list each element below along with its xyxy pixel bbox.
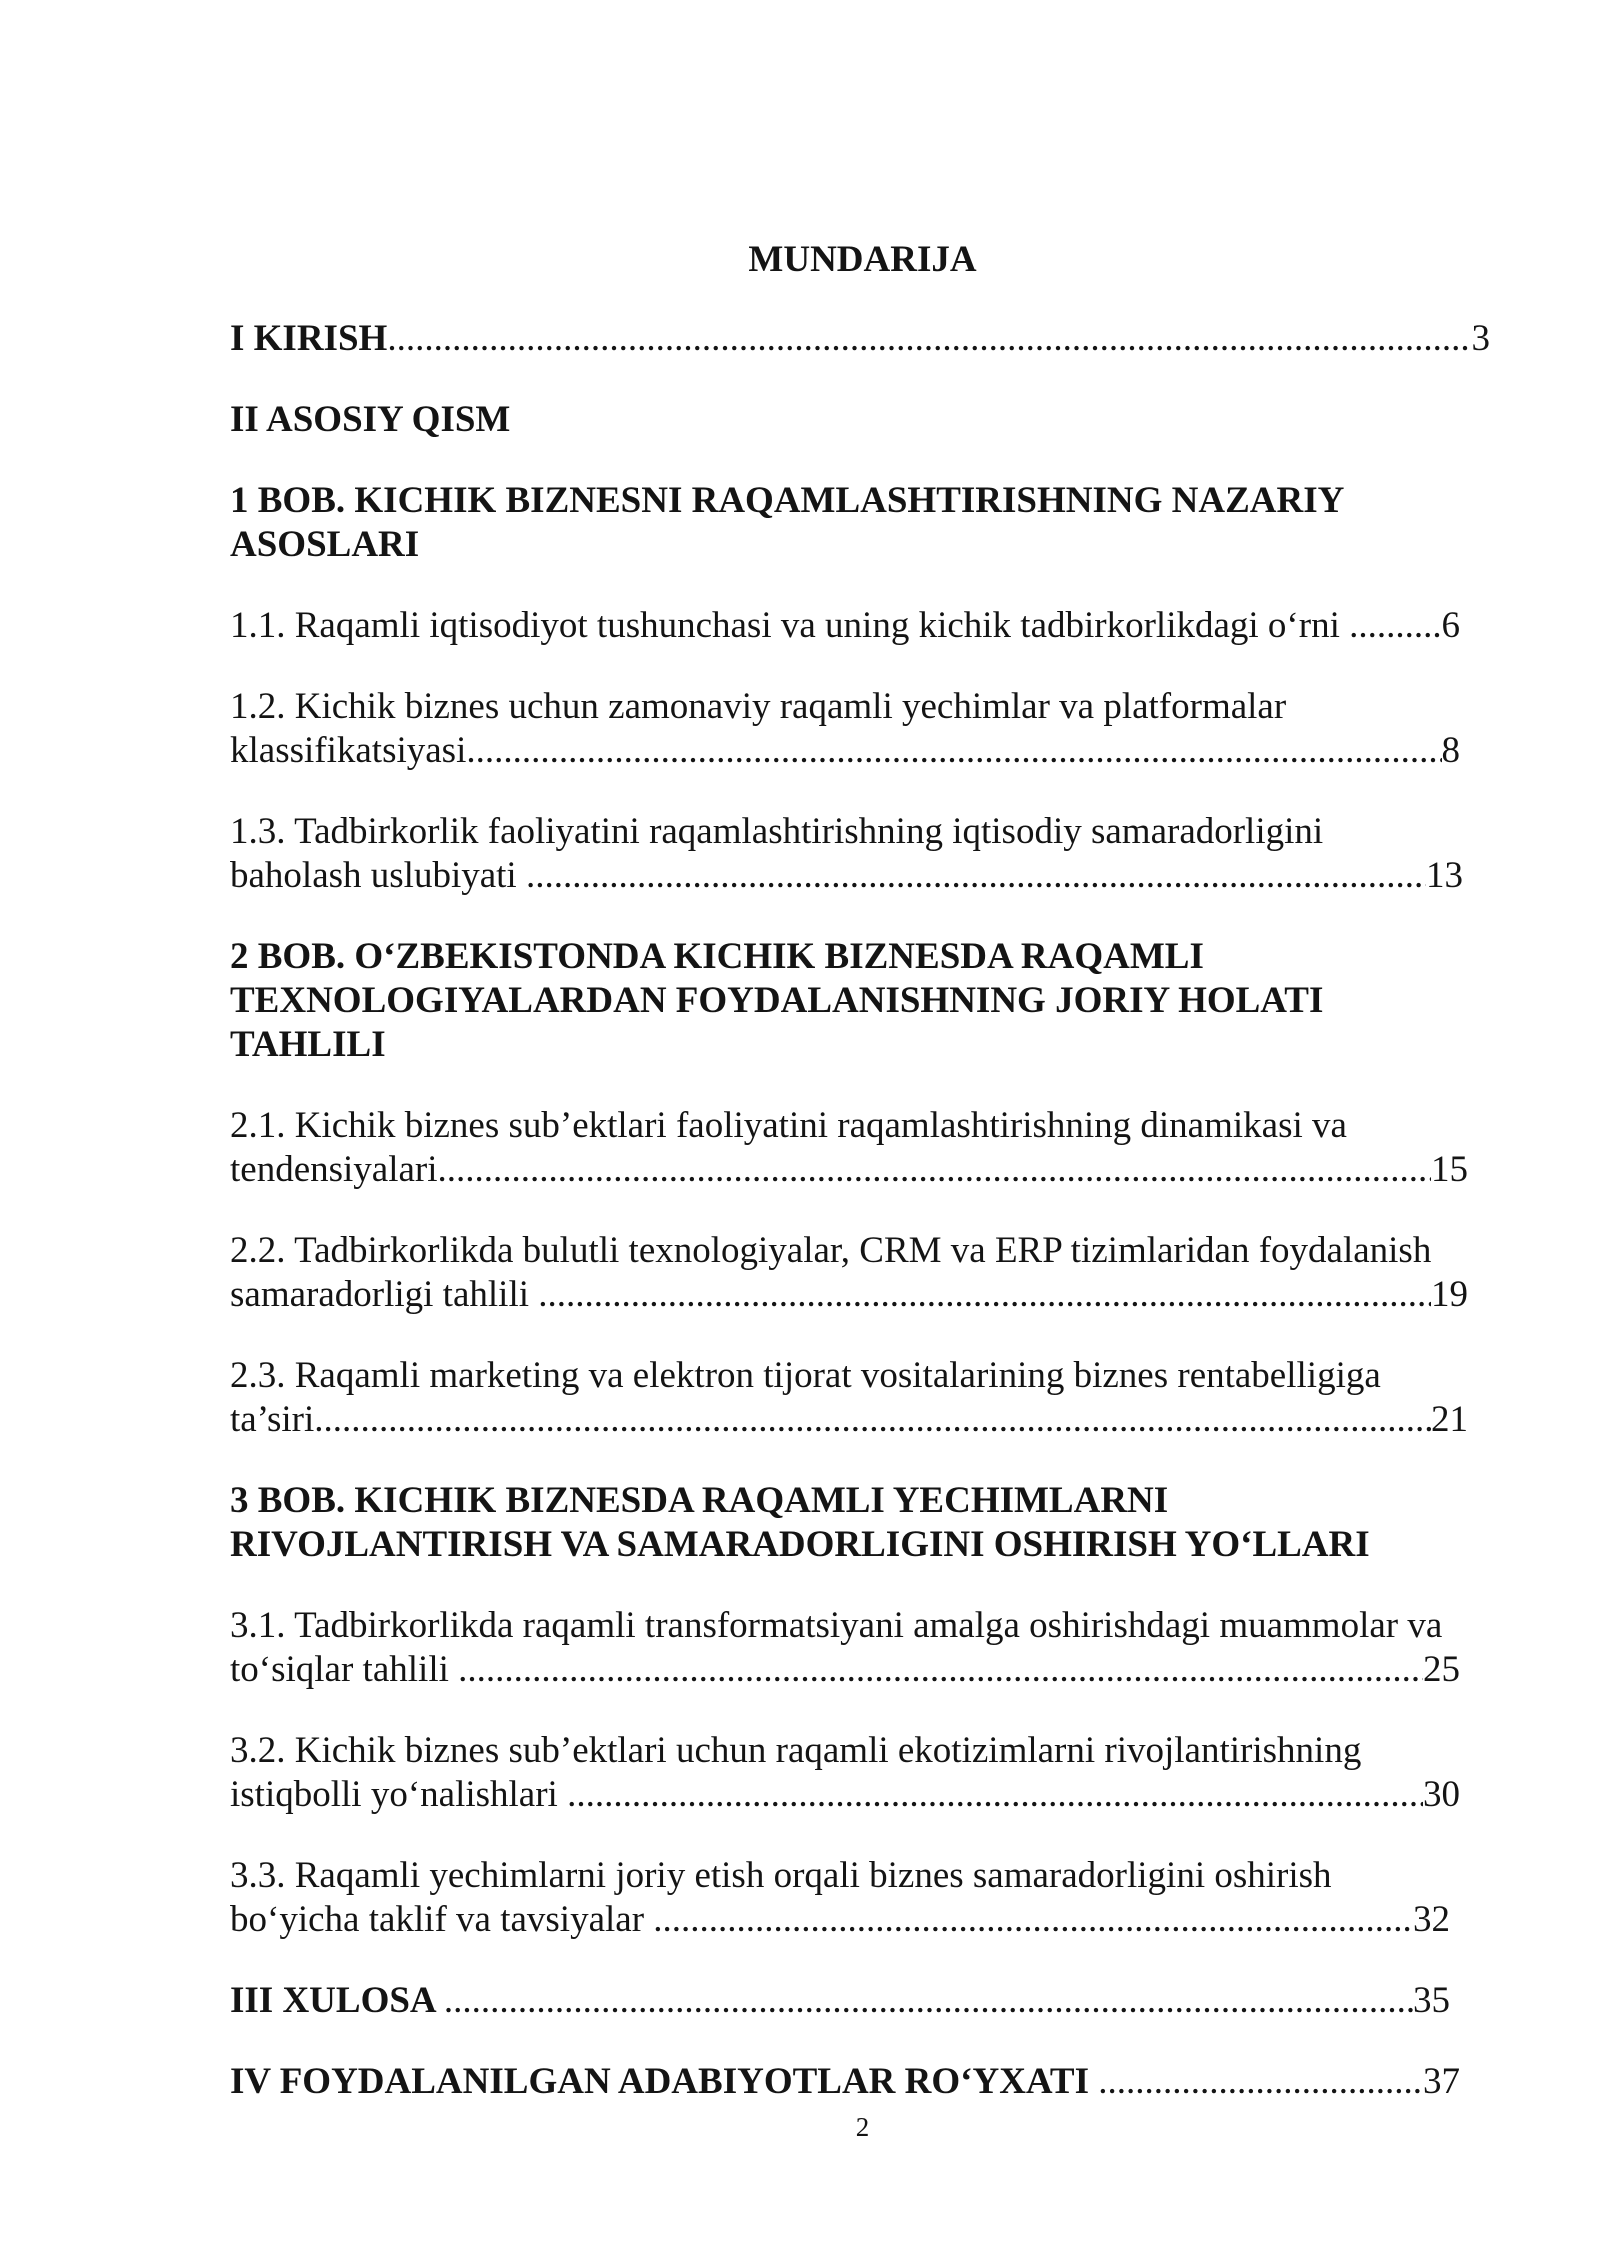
dot-leader — [526, 854, 1426, 898]
toc-page-number: 3 — [1471, 318, 1490, 359]
toc-entry-label: 1.1. Raqamli iqtisodiyot tushunchasi va uning kichik tadbirkorlikdagi o‘rni — [230, 605, 1350, 646]
toc-entry-leader-line — [230, 1398, 1468, 1442]
toc-entry-leader-line — [230, 1773, 1460, 1817]
toc-heading — [230, 935, 1490, 1067]
toc-page-number: 8 — [1441, 730, 1460, 771]
toc-entry-leader-line — [230, 1648, 1460, 1692]
toc-entry-leader-line — [230, 1979, 1450, 2023]
dot-leader — [653, 1898, 1413, 1942]
toc-heading-line: TEXNOLOGIYALARDAN FOYDALANISHNING JORIY HOLATI — [230, 980, 1324, 1021]
toc-entry — [230, 1354, 1490, 1442]
toc-entry — [230, 317, 1490, 361]
toc-heading-line: RIVOJLANTIRISH VA SAMARADORLIGINI OSHIRISH YO‘LLARI — [230, 1524, 1370, 1565]
toc-entry-label: III XULOSA — [230, 1980, 444, 2021]
toc-entry-leader-line — [230, 1273, 1468, 1317]
toc-entry — [230, 1979, 1490, 2023]
toc-entry — [230, 1854, 1490, 1942]
toc-entry — [230, 1104, 1490, 1192]
toc-entry-title-line: 3.2. Kichik biznes sub’ektlari uchun raqamli ekotizimlarni rivojlantirishning — [230, 1730, 1362, 1771]
dot-leader — [444, 1979, 1413, 2023]
toc-page-number: 13 — [1426, 855, 1463, 896]
toc-entry-label: istiqbolli yo‘nalishlari — [230, 1774, 568, 1815]
toc-entry-title-line: 1.2. Kichik biznes uchun zamonaviy raqamli yechimlar va platformalar — [230, 686, 1287, 727]
toc-heading-line: 1 BOB. KICHIK BIZNESNI RAQAMLASHTIRISHNING NAZARIY — [230, 480, 1345, 521]
toc-entry-leader-line — [230, 1898, 1450, 1942]
dot-leader — [1098, 2060, 1423, 2104]
toc-entry — [230, 810, 1490, 898]
toc-entry-label: IV FOYDALANILGAN ADABIYOTLAR RO‘YXATI — [230, 2061, 1099, 2102]
dot-leader — [1349, 604, 1441, 648]
toc-entry-leader-line — [230, 317, 1490, 361]
page-number: 2 — [855, 2112, 870, 2142]
toc-entry-label: to‘siqlar tahlili — [230, 1649, 459, 1690]
toc-heading-line: II ASOSIY QISM — [230, 399, 511, 440]
toc-heading — [230, 479, 1490, 567]
toc-entry — [230, 2060, 1490, 2104]
toc-entry-title-line: 3.1. Tadbirkorlikda raqamli transformatsiyani amalga oshirishdagi muammolar va — [230, 1605, 1443, 1646]
toc-entry-title-line: 2.3. Raqamli marketing va elektron tijorat vositalarining biznes rentabelligiga — [230, 1355, 1381, 1396]
toc-page-number: 21 — [1431, 1399, 1468, 1440]
toc-entry — [230, 685, 1490, 773]
dot-leader — [387, 317, 1471, 361]
toc-entry — [230, 1229, 1490, 1317]
toc-entry-title-line: 2.1. Kichik biznes sub’ektlari faoliyatini raqamlashtirishning dinamikasi va — [230, 1105, 1347, 1146]
toc-page-number: 30 — [1423, 1774, 1460, 1815]
dot-leader — [314, 1398, 1431, 1442]
toc-heading-line: ASOSLARI — [230, 524, 420, 565]
toc-page-number: 35 — [1413, 1980, 1450, 2021]
toc-heading-line: 2 BOB. O‘ZBEKISTONDA KICHIK BIZNESDA RAQAMLI — [230, 936, 1204, 977]
toc-entry-label: samaradorligi tahlili — [230, 1274, 539, 1315]
toc-page-number: 19 — [1431, 1274, 1468, 1315]
toc-entry-label: klassifikatsiyasi — [230, 730, 467, 771]
toc-page-number: 25 — [1423, 1649, 1460, 1690]
dot-leader — [466, 729, 1441, 773]
toc-entry — [230, 604, 1490, 648]
toc-entry-title-line: 3.3. Raqamli yechimlarni joriy etish orqali biznes samaradorligini oshirish — [230, 1855, 1332, 1896]
toc-entry — [230, 1604, 1490, 1692]
toc-page-number: 15 — [1431, 1149, 1468, 1190]
toc-entry-leader-line — [230, 2060, 1460, 2104]
toc-entry-leader-line — [230, 604, 1460, 648]
toc-entry-title-line: 1.3. Tadbirkorlik faoliyatini raqamlashtirishning iqtisodiy samaradorligini — [230, 811, 1324, 852]
toc-entry-leader-line — [230, 729, 1460, 773]
toc-entry-leader-line — [230, 854, 1463, 898]
dot-leader — [538, 1273, 1431, 1317]
toc-heading-line: 3 BOB. KICHIK BIZNESDA RAQAMLI YECHIMLARNI — [230, 1480, 1169, 1521]
table-of-contents — [230, 317, 1490, 2141]
document-title: MUNDARIJA — [748, 239, 977, 280]
toc-entry-leader-line — [230, 1148, 1468, 1192]
toc-heading — [230, 398, 1490, 442]
toc-entry-label: I KIRISH — [230, 318, 388, 359]
toc-entry — [230, 1729, 1490, 1817]
toc-entry-label: bo‘yicha taklif va tavsiyalar — [230, 1899, 654, 1940]
toc-entry-label: tendensiyalari — [230, 1149, 438, 1190]
toc-page-number: 32 — [1413, 1899, 1450, 1940]
dot-leader — [438, 1148, 1431, 1192]
dot-leader — [458, 1648, 1423, 1692]
toc-entry-label: baholash uslubiyati — [230, 855, 526, 896]
toc-heading — [230, 1479, 1490, 1567]
toc-page-number: 6 — [1441, 605, 1460, 646]
dot-leader — [567, 1773, 1423, 1817]
toc-entry-title-line: 2.2. Tadbirkorlikda bulutli texnologiyalar, CRM va ERP tizimlaridan foydalanish — [230, 1230, 1432, 1271]
toc-heading-line: TAHLILI — [230, 1024, 386, 1065]
toc-entry-label: ta’siri — [230, 1399, 315, 1440]
toc-page-number: 37 — [1423, 2061, 1460, 2102]
